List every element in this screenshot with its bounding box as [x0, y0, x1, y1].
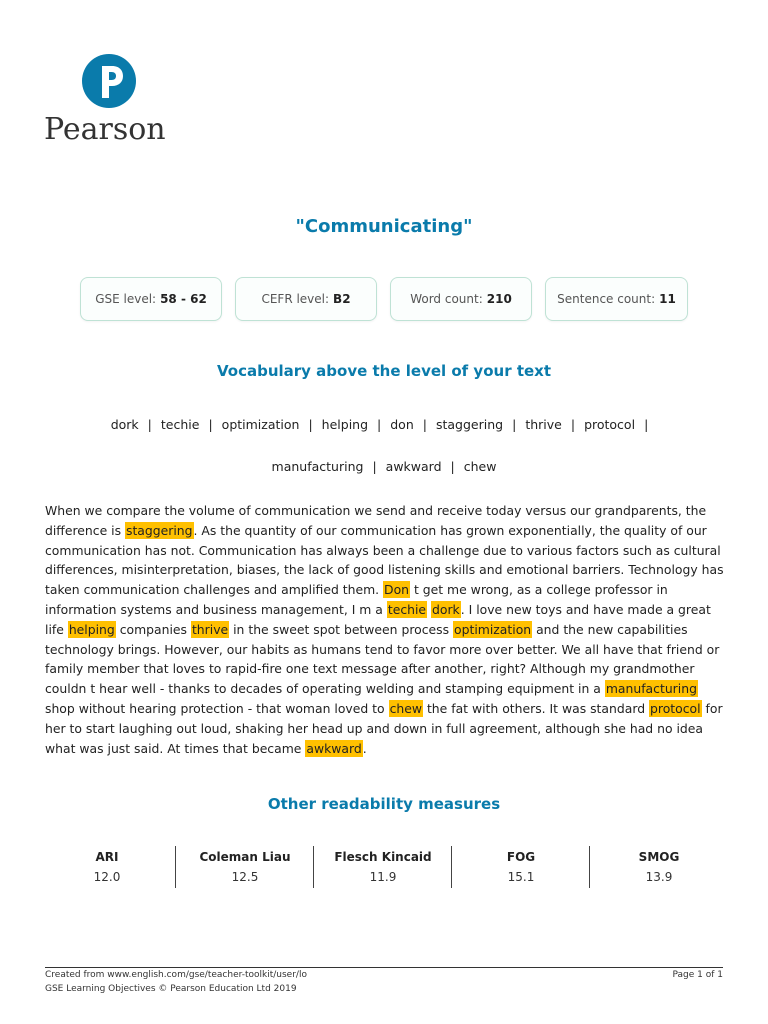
measure-value: 11.9: [369, 870, 397, 884]
passage-segment: . I love new toys and have made a great life: [45, 601, 711, 637]
cefr-level-value: B2: [333, 292, 351, 306]
vocab-separator: |: [450, 459, 455, 474]
vocab-line-1: [0, 417, 768, 432]
vocab-separator: |: [372, 459, 377, 474]
measure-name: SMOG: [638, 850, 680, 864]
highlighted-word: manufacturing: [605, 681, 697, 697]
highlighted-word: protocol: [650, 700, 701, 716]
readability-heading: Other readability measures: [267, 795, 501, 813]
vocab-word: protocol: [584, 417, 636, 432]
measure-value: 12.5: [231, 870, 259, 884]
highlighted-word: chew: [389, 700, 422, 716]
sentence-count-stat: [545, 277, 688, 321]
cefr-level-stat: [235, 277, 377, 321]
vocab-word: thrive: [525, 417, 562, 432]
vocab-line-2: [0, 459, 768, 474]
vocab-word: dork: [110, 417, 139, 432]
passage-segment: When we compare the volume of communication we send and receive today versus our grandparents, the difference is: [45, 503, 707, 538]
vocab-separator: |: [147, 417, 152, 432]
pearson-wordmark: Pearson: [44, 112, 166, 147]
highlighted-word: staggering: [125, 522, 193, 538]
vocab-separator: |: [570, 417, 576, 432]
vocab-separator: |: [422, 417, 427, 432]
pearson-logo: [44, 54, 179, 146]
pearson-p-icon: [82, 54, 136, 108]
sentence-count-label: Sentence count:: [557, 292, 656, 306]
highlighted-word: optimization: [454, 621, 532, 637]
document-title: "Communicating": [295, 216, 473, 237]
measure-flesch-kincaid: [314, 846, 452, 888]
stats-row: [80, 277, 688, 321]
measure-fog: [452, 846, 590, 888]
word-count-value: 210: [486, 292, 512, 306]
passage-segment: t get me wrong, as a college professor in information systems and business management, I m a: [45, 582, 668, 617]
vocab-word: don: [390, 417, 414, 432]
gse-level-stat: [80, 277, 222, 321]
measure-value: 12.0: [93, 870, 121, 884]
footer-copyright: GSE Learning Objectives © Pearson Education Ltd 2019: [45, 984, 297, 994]
highlighted-word: Don: [384, 582, 410, 598]
passage-segment: for her to start laughing out loud, shaking her head up and down in full agreement, although she had no idea what was just said. At times that became: [45, 700, 723, 756]
word-count-stat: [390, 277, 532, 321]
passage-segment: and the new capabilities technology brings. However, our habits as humans tend to favor more over better. We all have that friend or family member that loves to rapid-fire one text message after another, right? Although my grandmother couldn t hear well - thanks to decades of operating welding and stamping equipment in a: [45, 621, 720, 697]
passage-segment: companies: [115, 621, 191, 637]
vocab-word: techie: [160, 417, 200, 432]
gse-level-value: 58 - 62: [160, 292, 207, 306]
measure-name: Coleman Liau: [199, 850, 291, 864]
measure-smog: [590, 846, 728, 888]
measure-ari: [38, 846, 176, 888]
passage-segment: in the sweet spot between process: [229, 621, 454, 637]
measure-coleman-liau: [176, 846, 314, 888]
passage-segment: the fat with others. It was standard: [423, 700, 650, 716]
vocab-separator: |: [512, 417, 517, 432]
measure-value: 13.9: [645, 870, 673, 884]
cefr-level-label: CEFR level:: [261, 292, 330, 306]
vocab-word: chew: [463, 459, 497, 474]
vocab-separator: |: [644, 417, 649, 432]
measure-name: Flesch Kincaid: [334, 850, 432, 864]
highlighted-word: awkward: [306, 740, 362, 756]
measure-value: 15.1: [507, 870, 535, 884]
highlighted-word: techie: [387, 601, 427, 617]
readability-measures: [38, 846, 730, 890]
highlighted-word: dork: [432, 601, 460, 617]
vocab-separator: |: [377, 417, 382, 432]
footer-page-number: Page 1 of 1: [672, 970, 723, 980]
vocab-word: awkward: [385, 459, 442, 474]
sentence-count-value: 11: [659, 292, 676, 306]
word-count-label: Word count:: [410, 292, 483, 306]
passage-text: [45, 501, 727, 758]
footer-rule: [45, 967, 723, 968]
vocab-separator: |: [308, 417, 313, 432]
vocab-word: manufacturing: [271, 459, 364, 474]
vocab-heading: Vocabulary above the level of your text: [216, 362, 552, 380]
measure-name: ARI: [95, 850, 119, 864]
measure-name: FOG: [506, 850, 536, 864]
vocab-separator: |: [208, 417, 213, 432]
passage-segment: shop without hearing protection - that woman loved to: [45, 700, 389, 716]
footer-created-from: Created from www.english.com/gse/teacher-toolkit/user/lo: [45, 970, 307, 980]
passage-segment: .: [362, 740, 367, 756]
vocab-word: helping: [321, 417, 369, 432]
vocab-word: optimization: [221, 417, 300, 432]
passage-segment: . As the quantity of our communication has grown exponentially, the quality of our communication has not. Communication has always been a challenge due to various factors such as cultural differences, misinterpretation, biases, the lack of good listening skills and emotional barriers. Technology has taken communication challenges and amplified them.: [45, 522, 724, 598]
vocab-word: staggering: [435, 417, 504, 432]
gse-level-label: GSE level:: [95, 292, 157, 306]
highlighted-word: thrive: [191, 621, 229, 637]
highlighted-word: helping: [68, 621, 115, 637]
